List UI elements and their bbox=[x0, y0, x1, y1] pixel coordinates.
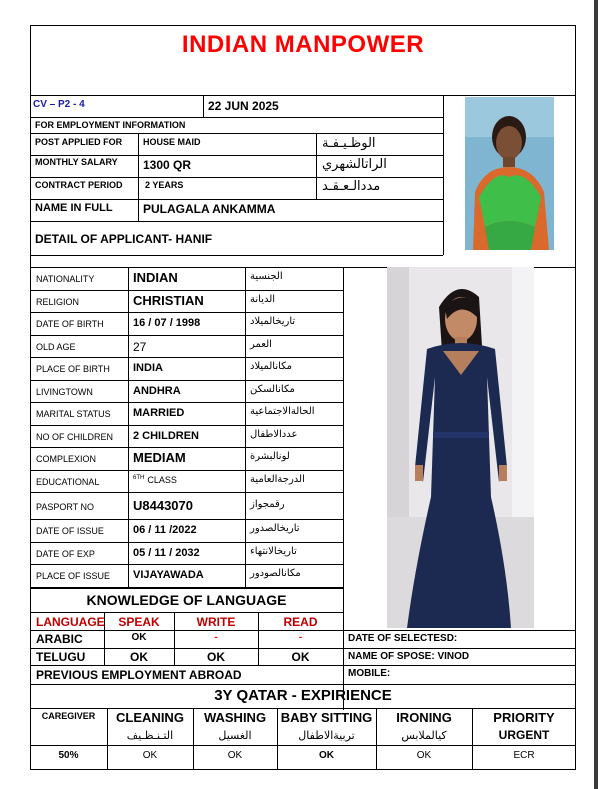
detail-value: VIJAYAWADA bbox=[133, 569, 204, 582]
divider bbox=[443, 95, 444, 255]
detail-label: PLACE OF ISSUE bbox=[36, 571, 111, 582]
divider bbox=[30, 447, 343, 448]
skill-value: OK bbox=[142, 750, 158, 761]
detail-label: NATIONALITY bbox=[36, 274, 95, 285]
language-header: SPEAK bbox=[118, 615, 160, 629]
salary-arabic: الراتالشهري bbox=[322, 157, 387, 172]
divider bbox=[30, 255, 443, 256]
detail-value: 27 bbox=[133, 339, 147, 354]
detail-label: LIVINGTOWN bbox=[36, 386, 93, 397]
divider bbox=[203, 95, 204, 117]
divider bbox=[30, 708, 576, 709]
detail-label: COMPLEXION bbox=[36, 454, 97, 465]
detail-arabic: لونالبشرة bbox=[250, 451, 290, 463]
detail-arabic: تاريخالانتهاء bbox=[250, 545, 297, 557]
contract-value: 2 YEARS bbox=[145, 180, 184, 190]
skill-arabic: التـنـظـيف bbox=[126, 729, 174, 742]
language-level: OK bbox=[291, 650, 310, 664]
detail-label: RELIGION bbox=[36, 296, 80, 307]
detail-arabic: الدرجةالعامية bbox=[250, 473, 305, 485]
detail-label: PLACE OF BIRTH bbox=[36, 364, 110, 375]
divider bbox=[30, 684, 576, 685]
divider bbox=[30, 564, 343, 565]
language-name: ARABIC bbox=[36, 632, 83, 646]
divider bbox=[30, 290, 343, 291]
divider bbox=[316, 133, 317, 199]
divider bbox=[30, 648, 576, 649]
language-name: TELUGU bbox=[36, 650, 86, 664]
detail-value: 2 CHILDREN bbox=[133, 429, 200, 442]
detail-label: NO OF CHILDREN bbox=[36, 431, 114, 442]
language-level: OK bbox=[131, 632, 147, 643]
priority-urgent: URGENT bbox=[498, 728, 550, 742]
detail-label: PASPORT NO bbox=[36, 501, 95, 512]
detail-arabic: تاريخالصدور bbox=[250, 523, 300, 535]
divider bbox=[30, 542, 343, 543]
divider bbox=[30, 402, 343, 403]
skill-header: PRIORITY bbox=[493, 710, 555, 725]
detail-value: ANDHRA bbox=[133, 384, 181, 397]
divider bbox=[30, 133, 443, 134]
divider bbox=[30, 612, 343, 613]
page-title: INDIAN MANPOWER bbox=[181, 31, 425, 58]
detail-arabic: عددالاطفال bbox=[250, 428, 298, 440]
detail-value: 05 / 11 / 2032 bbox=[133, 546, 200, 559]
passport-photo-image bbox=[465, 97, 554, 250]
detail-arabic: الديانة bbox=[250, 293, 276, 305]
detail-arabic: الجنسية bbox=[250, 271, 283, 283]
detail-label: DATE OF EXP bbox=[36, 548, 95, 559]
name-value: PULAGALA ANKAMMA bbox=[143, 202, 276, 216]
post-arabic: الوظـيـفـة bbox=[322, 136, 376, 151]
skill-header: BABY SITTING bbox=[280, 710, 373, 725]
previous-employment: PREVIOUS EMPLOYMENT ABROAD bbox=[36, 668, 242, 682]
skill-arabic: الغسيل bbox=[218, 729, 252, 742]
applicant-detail: DETAIL OF APPLICANT- HANIF bbox=[35, 232, 213, 246]
detail-value: U8443070 bbox=[133, 497, 193, 513]
experience: 3Y QATAR - EXPIRIENCE bbox=[214, 687, 392, 704]
divider bbox=[30, 665, 576, 666]
skill-header: IRONING bbox=[396, 710, 452, 725]
language-level: - bbox=[298, 632, 303, 643]
divider bbox=[30, 177, 443, 178]
spouse-name: NAME OF SPOSE: VINOD bbox=[348, 651, 470, 662]
detail-value bbox=[133, 475, 177, 485]
divider bbox=[128, 267, 129, 588]
divider bbox=[30, 335, 343, 336]
divider bbox=[30, 470, 343, 471]
skill-header: CAREGIVER bbox=[41, 711, 96, 721]
divider bbox=[30, 630, 576, 631]
detail-arabic: مكانالميلاد bbox=[250, 361, 293, 373]
divider bbox=[245, 267, 246, 588]
name-label: NAME IN FULL bbox=[35, 202, 113, 214]
divider bbox=[343, 267, 344, 710]
detail-arabic: مكانالصودور bbox=[250, 568, 301, 580]
applicant-photo-image bbox=[387, 267, 534, 628]
skill-arabic: كيالملابس bbox=[401, 729, 447, 742]
detail-label: DATE OF BIRTH bbox=[36, 319, 104, 330]
language-title: KNOWLEDGE OF LANGUAGE bbox=[86, 592, 287, 608]
language-level: - bbox=[214, 632, 218, 643]
contract-label: CONTRACT PERIOD bbox=[35, 180, 123, 190]
skill-header: CLEANING bbox=[116, 710, 184, 725]
language-level: OK bbox=[130, 650, 148, 664]
detail-label: MARITAL STATUS bbox=[36, 409, 111, 420]
skill-value: OK bbox=[416, 750, 432, 761]
language-header: READ bbox=[283, 615, 318, 629]
detail-value: 16 / 07 / 1998 bbox=[133, 317, 201, 330]
detail-value: CHRISTIAN bbox=[133, 292, 204, 308]
skill-value: OK bbox=[319, 750, 334, 761]
window-edge bbox=[594, 0, 598, 789]
post-label: POST APPLIED FOR bbox=[35, 137, 123, 147]
language-header: LANGUAGE bbox=[36, 615, 105, 629]
passport-photo bbox=[465, 97, 554, 250]
contract-arabic: مددالـعـقـد bbox=[322, 179, 381, 194]
language-level: OK bbox=[207, 650, 225, 664]
divider bbox=[30, 221, 443, 222]
divider bbox=[30, 155, 443, 156]
applicant-photo bbox=[387, 267, 534, 628]
detail-label: DATE OF ISSUE bbox=[36, 526, 104, 537]
divider bbox=[30, 425, 343, 426]
skill-arabic: تربيةالاطفال bbox=[298, 729, 355, 742]
divider bbox=[30, 95, 576, 96]
skill-header: WASHING bbox=[203, 710, 267, 725]
divider bbox=[30, 588, 343, 589]
detail-arabic: رقمجواز bbox=[250, 498, 285, 510]
detail-label: EDUCATIONAL bbox=[36, 476, 100, 487]
detail-value: MARRIED bbox=[133, 407, 185, 420]
cv-code: CV – P2 - 4 bbox=[33, 99, 85, 110]
detail-arabic: العمر bbox=[250, 338, 272, 350]
detail-arabic: مكانالسكن bbox=[250, 383, 295, 395]
salary-label: MONTHLY SALARY bbox=[35, 157, 118, 167]
divider bbox=[30, 117, 443, 118]
divider bbox=[30, 492, 343, 493]
language-header: WRITE bbox=[196, 615, 236, 629]
salary-value: 1300 QR bbox=[143, 158, 192, 172]
employment-info-heading: FOR EMPLOYMENT INFORMATION bbox=[35, 120, 186, 130]
detail-arabic: الحالةالاجتماعية bbox=[250, 406, 315, 418]
detail-arabic: تاريخالميلاد bbox=[250, 316, 296, 328]
skill-value: ECR bbox=[513, 750, 535, 761]
skill-value: 50% bbox=[58, 750, 79, 761]
detail-label: OLD AGE bbox=[36, 341, 76, 352]
divider bbox=[30, 312, 343, 313]
detail-value: MEDIAM bbox=[133, 450, 186, 466]
date-selected: DATE OF SELECTESD: bbox=[348, 633, 458, 644]
education-superscript: 6TH bbox=[133, 474, 145, 481]
divider bbox=[30, 380, 343, 381]
education-class: CLASS bbox=[147, 474, 177, 485]
divider bbox=[30, 357, 343, 358]
detail-value: 06 / 11 /2022 bbox=[133, 524, 197, 537]
divider bbox=[30, 519, 343, 520]
detail-value: INDIA bbox=[133, 362, 163, 375]
cv-date: 22 JUN 2025 bbox=[208, 99, 279, 113]
divider bbox=[30, 745, 576, 746]
detail-value: INDIAN bbox=[133, 270, 178, 286]
post-value: HOUSE MAID bbox=[143, 137, 201, 147]
divider bbox=[30, 199, 443, 200]
mobile: MOBILE: bbox=[348, 668, 391, 679]
skill-value: OK bbox=[227, 750, 243, 761]
